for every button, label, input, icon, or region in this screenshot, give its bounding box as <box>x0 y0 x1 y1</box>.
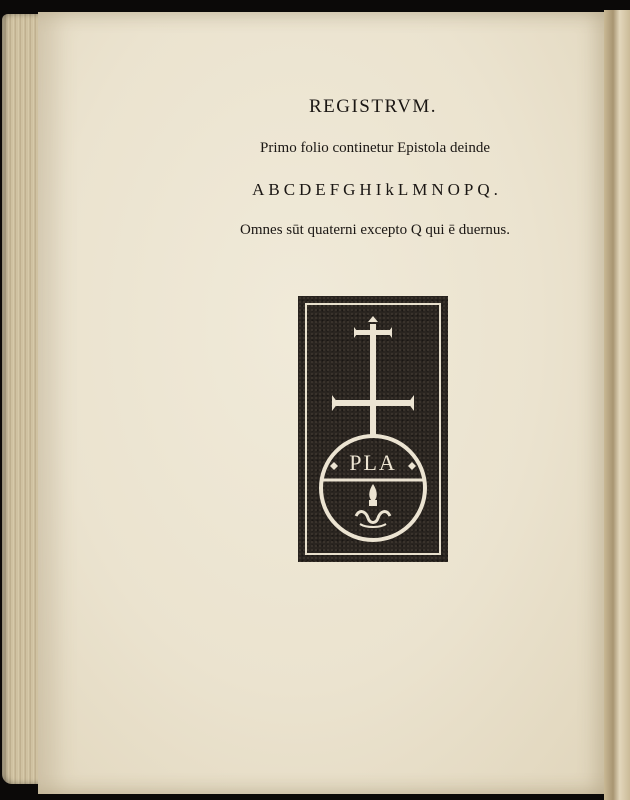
printers-device-woodcut <box>298 296 448 562</box>
registrum-collation-note: Omnes sūt quaterni excepto Q qui ē duernus. <box>240 222 510 238</box>
registrum-signatures: ABCDEFGHIkLMNOPQ. <box>252 180 502 199</box>
registrum-line-contents: Primo folio continetur Epistola deinde <box>260 140 490 156</box>
registrum-title: REGISTRVM. <box>308 96 438 117</box>
book-gutter <box>604 10 630 800</box>
device-emblem-icon <box>298 296 448 562</box>
device-initials: PLA <box>349 450 397 475</box>
